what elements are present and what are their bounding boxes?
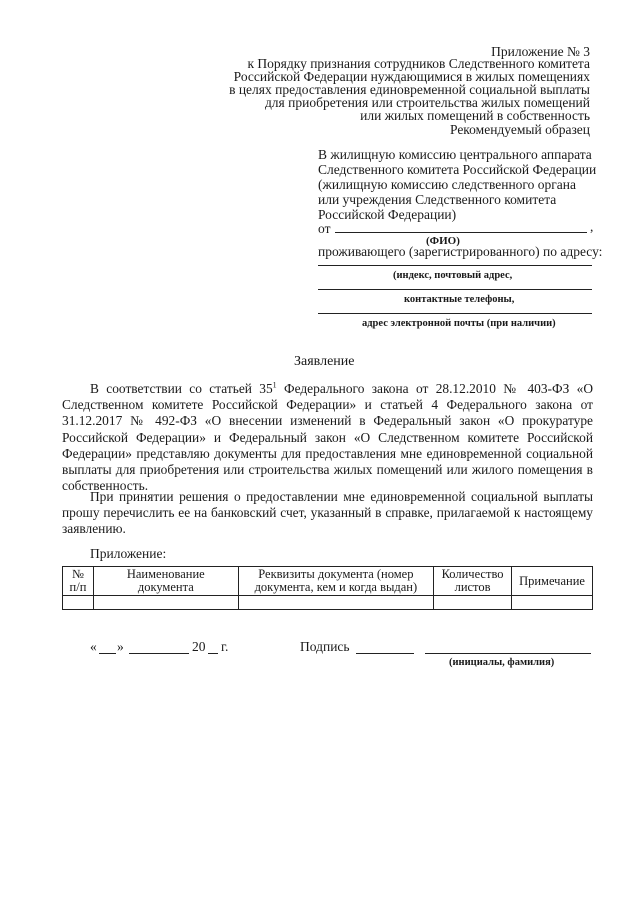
- table-cell[interactable]: [238, 596, 433, 610]
- header-text: Реквизиты документа (номер: [258, 567, 414, 581]
- residence-label: проживающего (зарегистрированного) по адресу:: [318, 244, 603, 259]
- addressee-line: Российской Федерации): [318, 207, 457, 222]
- from-label: от: [318, 221, 331, 236]
- contacts-field-line: [318, 313, 592, 314]
- header-text: №: [72, 567, 84, 581]
- appendix-line: для приобретения или строительства жилых помещений: [264, 95, 590, 110]
- appendix-line: или жилых помещений в собственность: [360, 108, 590, 123]
- date-month-line[interactable]: [129, 653, 189, 654]
- email-caption: адрес электронной почты (при наличии): [362, 318, 556, 329]
- signature-label: Подпись: [300, 639, 350, 654]
- addressee-line: (жилищную комиссию следственного органа: [318, 177, 577, 192]
- table-row: [63, 596, 593, 610]
- table-cell[interactable]: [434, 596, 512, 610]
- header-text: документа: [137, 580, 194, 594]
- header-text: листов: [454, 580, 491, 594]
- header-text: Наименование: [126, 567, 205, 581]
- year-label: г.: [221, 639, 229, 654]
- column-header-sheets: [434, 567, 512, 596]
- table-cell[interactable]: [512, 596, 593, 610]
- header-text: документа, кем и когда выдан): [254, 580, 418, 594]
- initials-field-line[interactable]: [425, 653, 591, 654]
- index-caption: (индекс, почтовый адрес,: [393, 270, 513, 281]
- paragraph-1-rest: Федерального закона от 28.12.2010 № 403-ФЗ «О Следственном комитете Российской Федерации» и статьей 4 Федерального закона от 31.12.2017 № 492-ФЗ «О внесении изменений в Федеральный закон «О прокуратуре Российской Федерации» и Федеральный закон «О Следственном комитете Российской Федерации» представляю документы для предоставления мне единовременной социальной выплаты для приобретения или строительства жилых помещений или жилого помещения в собственность.: [62, 381, 593, 494]
- addressee-line: В жилищную комиссию центрального аппарата: [318, 147, 592, 162]
- header-text: Количество: [441, 567, 504, 581]
- date-close-quote: »: [117, 639, 124, 654]
- column-header-note: [512, 567, 593, 596]
- date-open-quote: «: [90, 639, 97, 654]
- document-heading: Заявление: [294, 354, 355, 369]
- date-day-line[interactable]: [99, 653, 116, 654]
- fio-trailing-comma: ,: [590, 219, 594, 234]
- table-header-row: [63, 567, 593, 596]
- addressee-line: или учреждения Следственного комитета: [318, 192, 557, 207]
- paragraph-1-start: В соответствии со статьей 35: [90, 381, 273, 396]
- attachments-label: Приложение:: [90, 546, 167, 561]
- phones-caption: контактные телефоны,: [404, 294, 515, 305]
- fio-caption: (ФИО): [426, 235, 460, 247]
- signature-field-line[interactable]: [356, 653, 414, 654]
- year-prefix: 20: [192, 639, 206, 654]
- appendix-line: Российской Федерации нуждающимися в жилых помещениях: [233, 69, 590, 84]
- table-cell[interactable]: [63, 596, 94, 610]
- article-superscript: 1: [272, 380, 277, 390]
- year-suffix-line[interactable]: [208, 653, 218, 654]
- column-header-name: [93, 567, 238, 596]
- address-field-line-2: [318, 289, 592, 290]
- table-cell[interactable]: [93, 596, 238, 610]
- body-paragraph-1: [62, 381, 593, 494]
- column-header-details: [238, 567, 433, 596]
- header-text: п/п: [69, 580, 87, 594]
- column-header-number: [63, 567, 94, 596]
- fio-field-line: [335, 232, 587, 233]
- attachments-table: [62, 566, 593, 610]
- addressee-line: Следственного комитета Российской Федерации: [318, 162, 597, 177]
- header-text: Примечание: [519, 573, 585, 588]
- appendix-line: к Порядку признания сотрудников Следственного комитета: [247, 56, 590, 71]
- appendix-title: Приложение № 3: [491, 44, 590, 59]
- sample-note: Рекомендуемый образец: [449, 122, 590, 137]
- initials-caption: (инициалы, фамилия): [449, 657, 555, 668]
- body-paragraph-2: При принятии решения о предоставлении мне единовременной социальной выплаты прошу перечислить ее на банковский счет, указанный в справке, прилагаемой к настоящему заявлению.: [62, 489, 593, 537]
- address-field-line: [318, 265, 592, 266]
- appendix-line: в целях предоставления единовременной социальной выплаты: [229, 82, 590, 97]
